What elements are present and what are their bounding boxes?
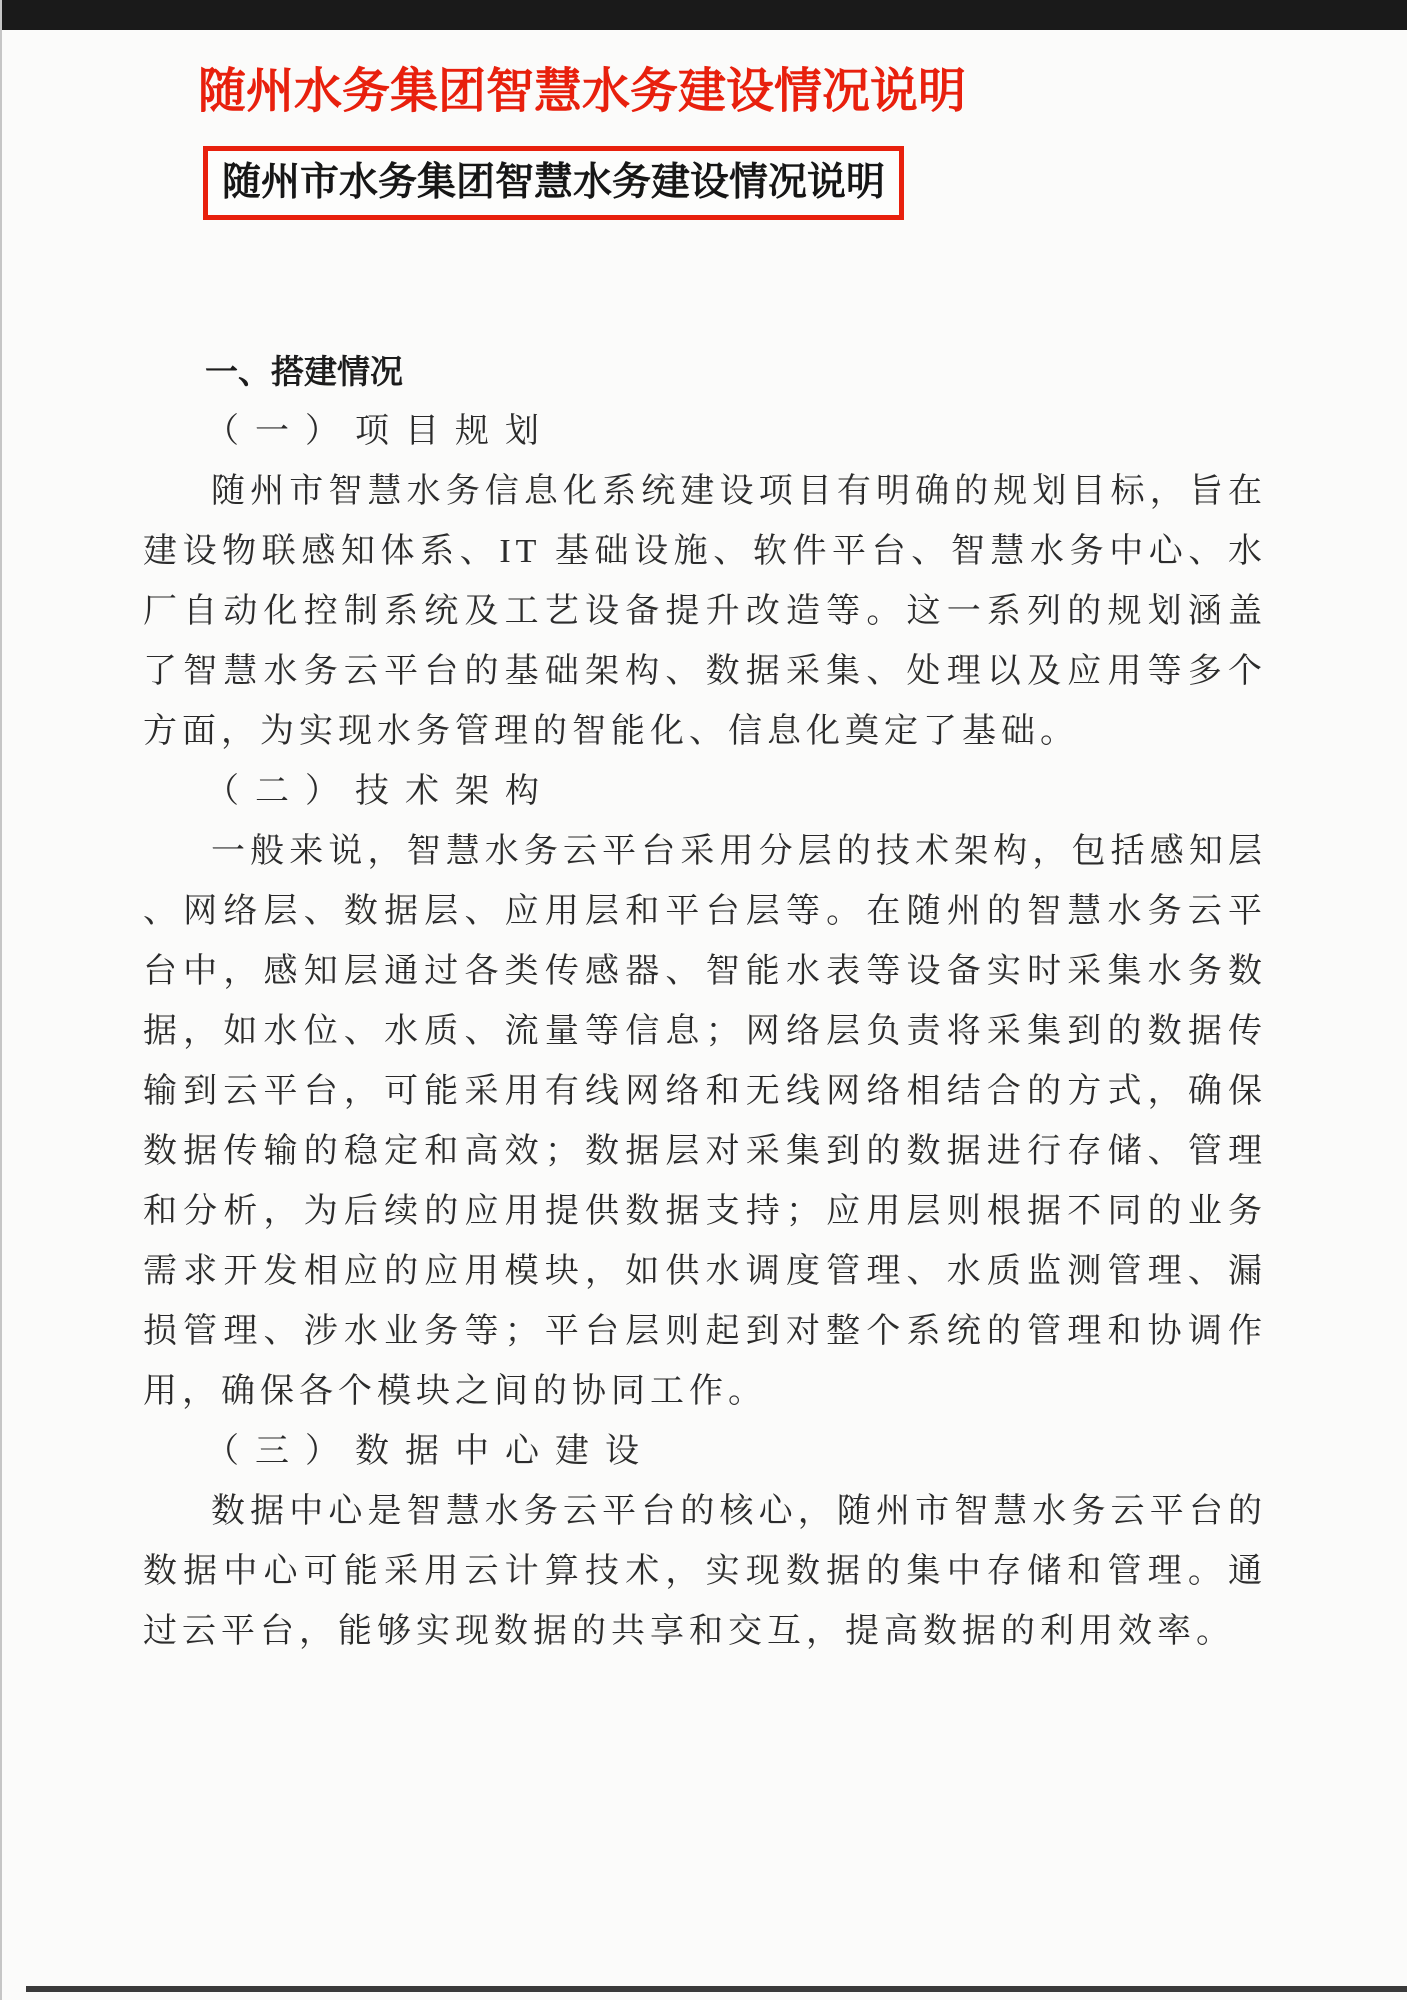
body-paragraph: 一般来说，智慧水务云平台采用分层的技术架构，包括感知层、网络层、数据层、应用层和平台层等。在随州的智慧水务云平台中，感知层通过各类传感器、智能水表等设备实时采集水务数据，如水位、水质、流量等信息；网络层负责将采集到的数据传输到云平台，可能采用有线网络和无线网络相结合的方式，确保数据传输的稳定和高效；数据层对采集到的数据进行存储、管理和分析，为后续的应用提供数据支持；应用层则根据不同的业务需求开发相应的应用模块，如供水调度管理、水质监测管理、漏损管理、涉水业务等；平台层则起到对整个系统的管理和协调作用，确保各个模块之间的协同工作。 — [143, 833, 1267, 1410]
sub-heading: （二）技术架构 — [205, 773, 555, 810]
document-section — [143, 762, 1267, 1422]
section-heading: 一、搭建情况 — [205, 353, 403, 390]
sub-heading: （三）数据中心建设 — [205, 1433, 655, 1470]
boxed-title-wrap — [203, 146, 1407, 220]
document-boxed-title: 随州市水务集团智慧水务建设情况说明 — [203, 146, 904, 220]
scan-edge-bottom — [26, 1986, 1407, 1992]
scan-edge-top — [0, 0, 1407, 30]
body-paragraph: 随州市智慧水务信息化系统建设项目有明确的规划目标，旨在建设物联感知体系、IT 基础设施、软件平台、智慧水务中心、水厂自动化控制系统及工艺设备提升改造等。这一系列的规划涵盖了智慧水务云平台的基础架构、数据采集、处理以及应用等多个方面，为实现水务管理的智能化、信息化奠定了基础。 — [143, 473, 1267, 750]
scan-edge-left — [0, 0, 2, 2000]
document-section — [143, 402, 1267, 762]
body-paragraph: 数据中心是智慧水务云平台的核心，随州市智慧水务云平台的数据中心可能采用云计算技术，实现数据的集中存储和管理。通过云平台，能够实现数据的共享和交互，提高数据的利用效率。 — [143, 1493, 1267, 1650]
document-red-title: 随州水务集团智慧水务建设情况说明 — [198, 65, 967, 118]
document-section — [143, 1422, 1267, 1662]
document-body — [143, 402, 1267, 1662]
sub-heading: （一）项目规划 — [205, 413, 555, 450]
